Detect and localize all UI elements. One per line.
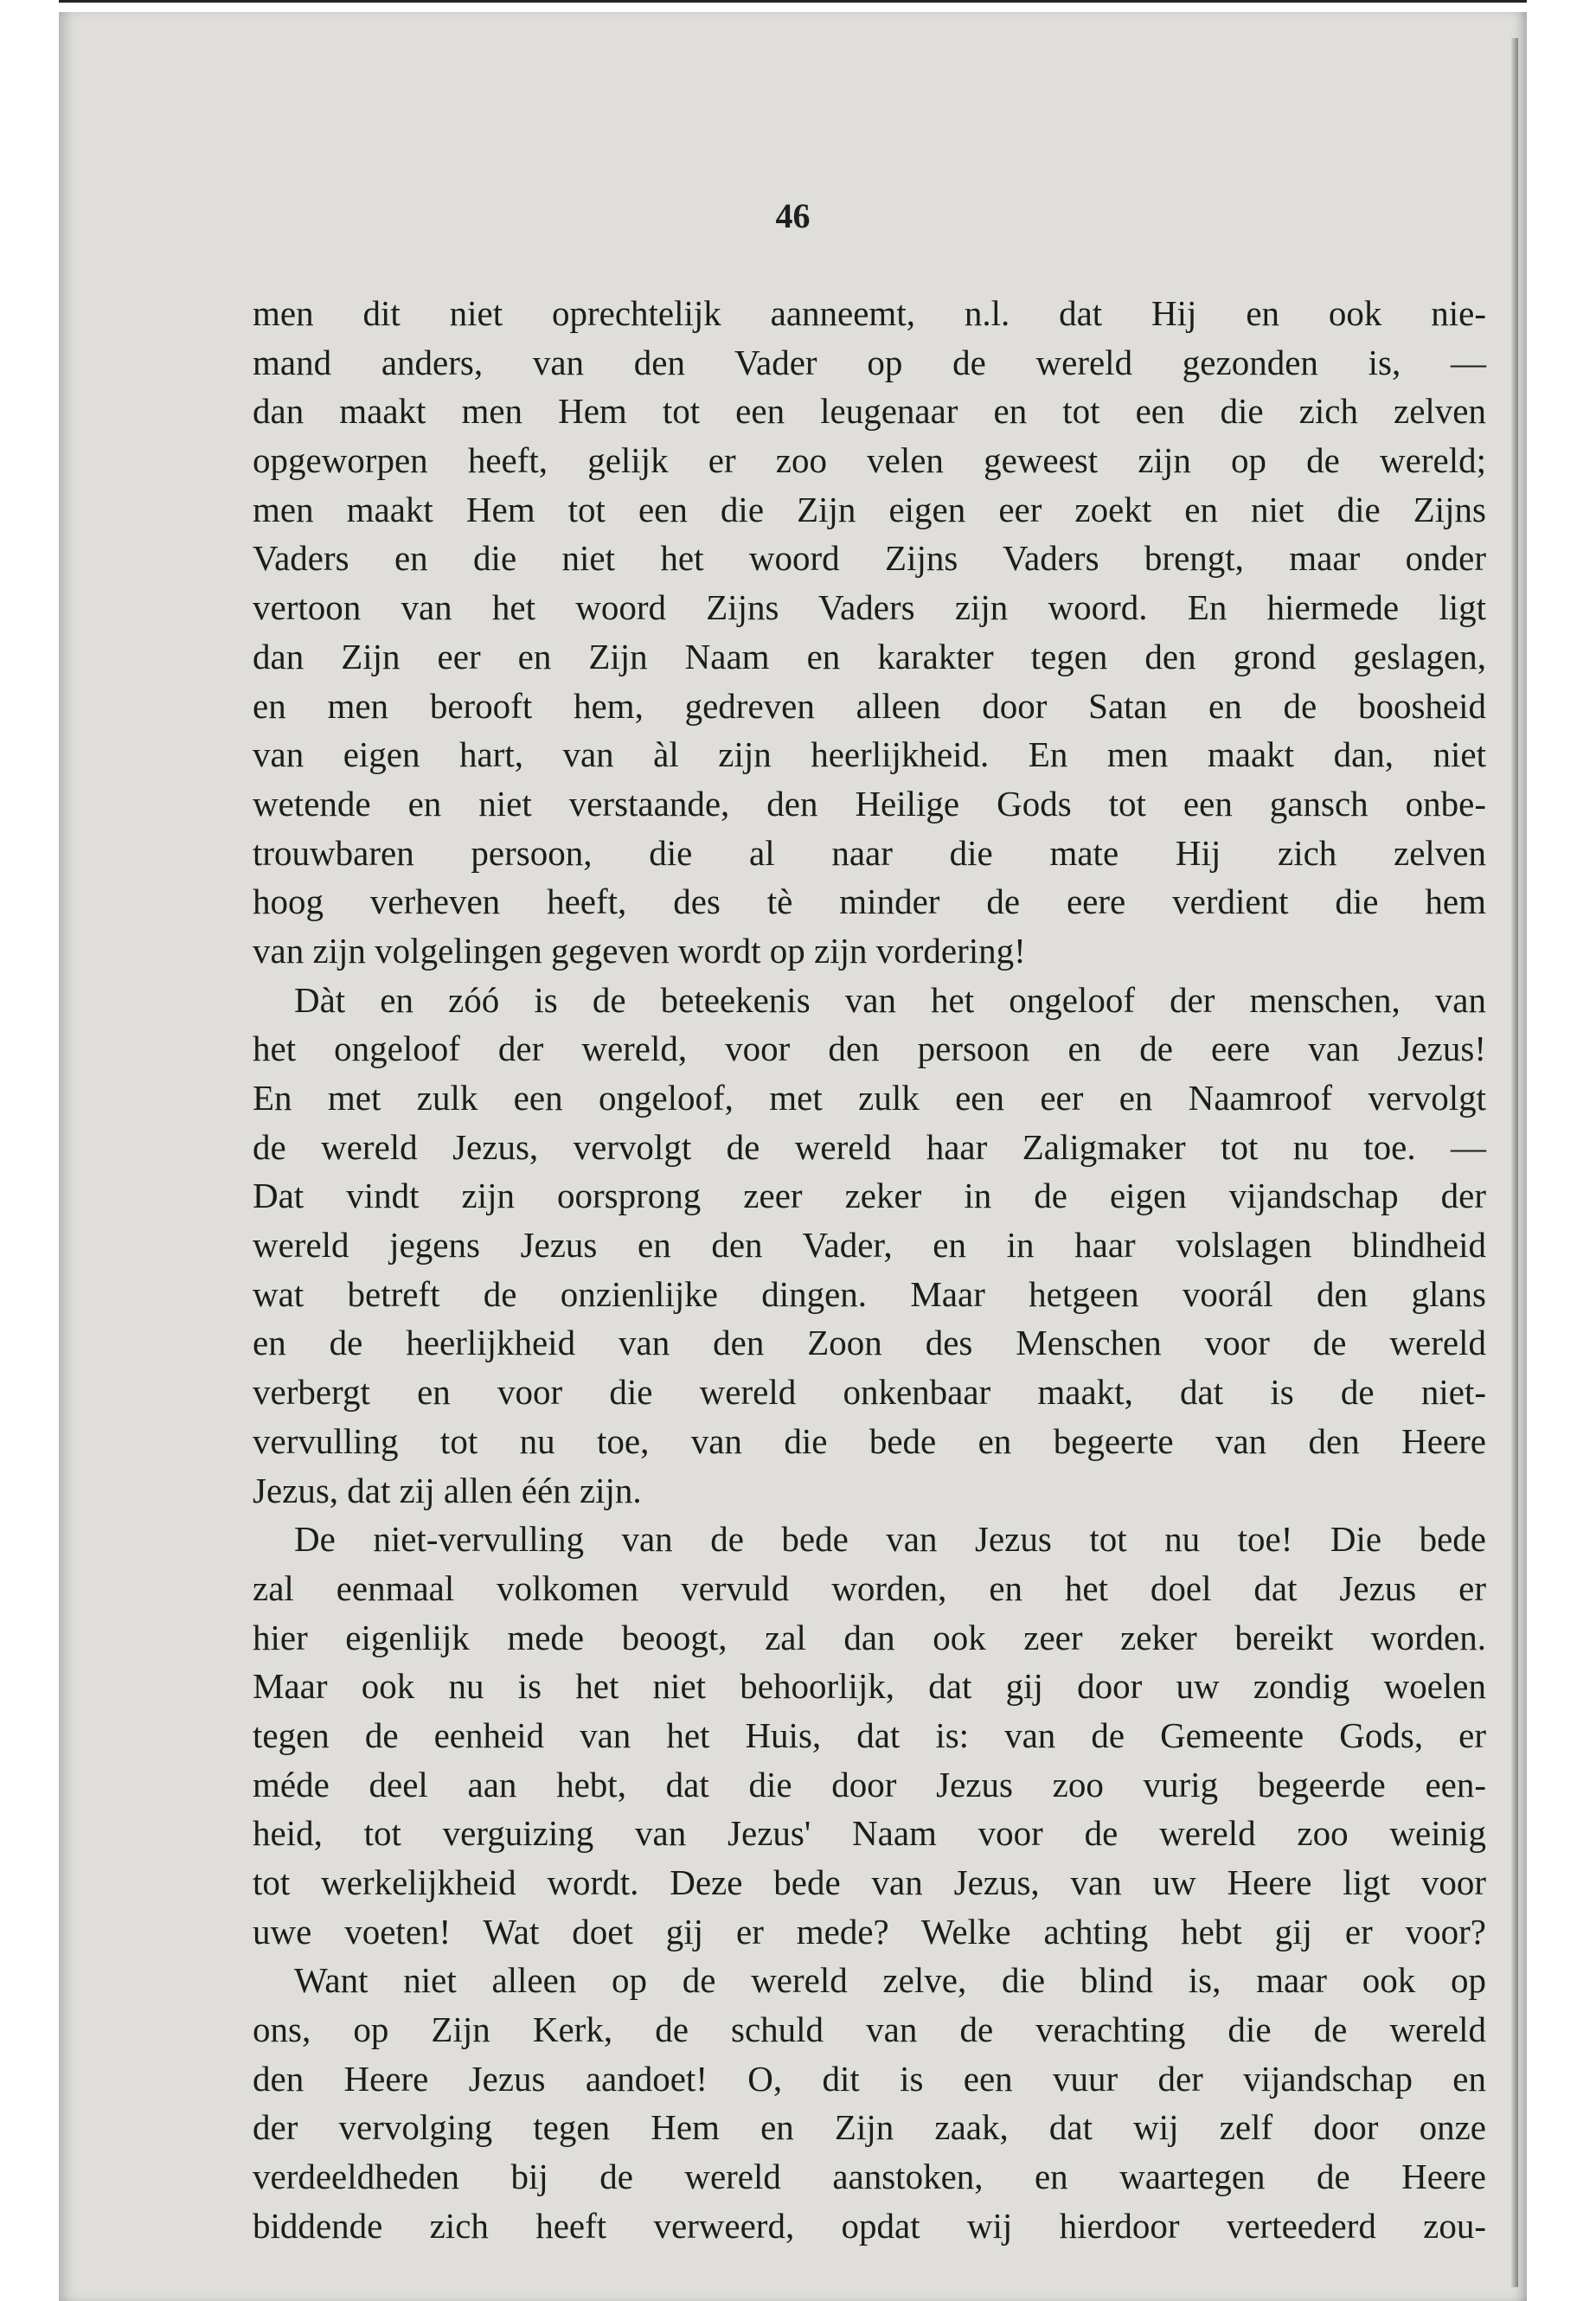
text-line: tot werkelijkheid wordt. Deze bede van Jezus, van uw Heere ligt voor — [253, 1862, 1486, 1902]
text-line: het ongeloof der wereld, voor den persoon en de eere van Jezus! — [253, 1029, 1486, 1069]
text-line: van zijn volgelingen gegeven wordt op zijn vordering! — [253, 930, 1026, 971]
scan-left-margin — [0, 0, 59, 2301]
body-text — [253, 289, 1486, 2251]
text-line: dan maakt men Hem tot een leugenaar en tot een die zich zelven — [253, 391, 1486, 432]
text-line: men maakt Hem tot een die Zijn eigen eer zoekt en niet die Zijns — [253, 489, 1486, 529]
page-number: 46 — [775, 196, 811, 235]
text-line: tegen de eenheid van het Huis, dat is: van de Gemeente Gods, er — [253, 1715, 1486, 1755]
text-line: hoog verheven heeft, des tè minder de eere verdient die hem — [253, 881, 1486, 922]
text-line: hier eigenlijk mede beoogt, zal dan ook zeer zeker bereikt worden. — [253, 1617, 1486, 1657]
scan-right-margin — [1527, 0, 1596, 2301]
text-line: méde deel aan hebt, dat die door Jezus zoo vurig begeerde een- — [253, 1764, 1486, 1804]
text-line: wereld jegens Jezus en den Vader, en in haar volslagen blindheid — [253, 1225, 1486, 1266]
text-line: Dàt en zóó is de beteekenis van het ongeloof der menschen, van — [294, 979, 1486, 1020]
text-line: mand anders, van den Vader op de wereld gezonden is, — — [253, 342, 1486, 382]
text-line: vertoon van het woord Zijns Vaders zijn woord. En hiermede ligt — [253, 587, 1486, 628]
text-line: zal eenmaal volkomen vervuld worden, en het doel dat Jezus er — [253, 1567, 1486, 1608]
text-line: verbergt en voor die wereld onkenbaar maakt, dat is de niet- — [253, 1372, 1486, 1413]
text-line: trouwbaren persoon, die al naar die mate Hij zich zelven — [253, 832, 1486, 873]
text-line: heid, tot verguizing van Jezus' Naam voor de wereld zoo weinig — [253, 1813, 1486, 1854]
text-line: dan Zijn eer en Zijn Naam en karakter tegen den grond geslagen, — [253, 636, 1486, 676]
text-line: men dit niet oprechtelijk aanneemt, n.l. dat Hij en ook nie- — [253, 293, 1486, 333]
text-line: Jezus, dat zij allen één zijn. — [253, 1470, 642, 1510]
book-page — [59, 12, 1527, 2301]
text-line: uwe voeten! Wat doet gij er mede? Welke achting hebt gij er voor? — [253, 1911, 1486, 1952]
text-line: ons, op Zijn Kerk, de schuld van de verachting die de wereld — [253, 2009, 1486, 2050]
text-line: wetende en niet verstaande, den Heilige Gods tot een gansch onbe- — [253, 783, 1486, 824]
text-line: van eigen hart, van àl zijn heerlijkheid. En men maakt dan, niet — [253, 734, 1486, 775]
text-line: Vaders en die niet het woord Zijns Vaders brengt, maar onder — [253, 538, 1486, 579]
scan-top-border — [0, 0, 1540, 12]
text-line: opgeworpen heeft, gelijk er zoo velen geweest zijn op de wereld; — [253, 440, 1486, 481]
text-line: Dat vindt zijn oorsprong zeer zeker in de eigen vijandschap der — [253, 1176, 1486, 1216]
text-line: vervulling tot nu toe, van die bede en begeerte van den Heere — [253, 1420, 1486, 1461]
text-line: En met zulk een ongeloof, met zulk een eer en Naamroof vervolgt — [253, 1078, 1486, 1118]
text-line: den Heere Jezus aandoet! O, dit is een vuur der vijandschap en — [253, 2058, 1486, 2099]
text-line: biddende zich heeft verweerd, opdat wij hierdoor verteederd zou- — [253, 2205, 1486, 2246]
text-line: verdeeldheden bij de wereld aanstoken, en waartegen de Heere — [253, 2157, 1486, 2197]
text-line: de wereld Jezus, vervolgt de wereld haar Zaligmaker tot nu toe. — — [253, 1126, 1486, 1167]
text-line: Want niet alleen op de wereld zelve, die blind is, maar ook op — [294, 1960, 1486, 2001]
text-line: De niet-vervulling van de bede van Jezus tot nu toe! Die bede — [294, 1519, 1486, 1560]
text-line: Maar ook nu is het niet behoorlijk, dat gij door uw zondig woelen — [253, 1666, 1486, 1707]
text-line: en men berooft hem, gedreven alleen door Satan en de boosheid — [253, 685, 1486, 726]
text-line: der vervolging tegen Hem en Zijn zaak, dat wij zelf door onze — [253, 2107, 1486, 2148]
text-line: wat betreft de onzienlijke dingen. Maar hetgeen voorál den glans — [253, 1273, 1486, 1314]
text-line: en de heerlijkheid van den Zoon des Menschen voor de wereld — [253, 1323, 1486, 1363]
